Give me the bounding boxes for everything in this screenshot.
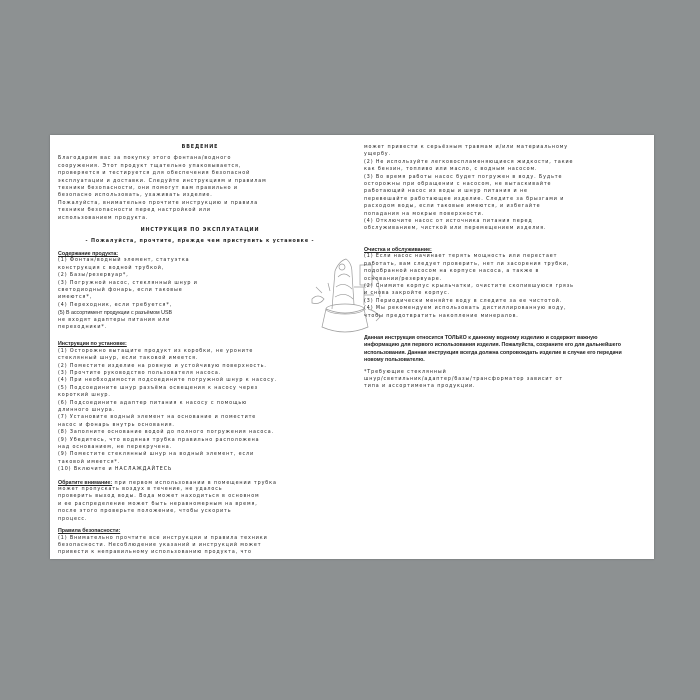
setup-line: (8) Заполните основание водой до полного погружения насоса.: [58, 430, 275, 436]
safety-line: попадания на мокрые поверхности.: [364, 211, 485, 217]
footnote: [364, 370, 646, 391]
contents-line: переходники*.: [58, 324, 108, 330]
setup-line: таковой имеется*.: [58, 459, 121, 465]
care-line: подобранной насосом на корпусе насоса, а также в: [364, 269, 540, 275]
safety-continued: [364, 145, 646, 233]
intro-line: проверяется и тестируется для обеспечения безопасной: [58, 171, 251, 177]
setup-line: (1) Осторожно вытащите продукт из коробки, не уроните: [58, 348, 254, 354]
intro-line: техники безопасности перед настройкой или: [58, 208, 211, 214]
safety-line: безопасности. Несоблюдение указаний и инструкций может: [58, 542, 262, 548]
intro-line: эксплуатации и доставки. Следуйте инструкциям и правилам: [58, 178, 267, 184]
care-title: Очистка и обслуживание:: [364, 246, 432, 253]
attention-line: после этого проверьте положение, чтобы ускорить: [58, 509, 232, 515]
attention-text: при первом использовании в помещении трубка: [114, 480, 277, 486]
notice-line: новому пользователю.: [364, 357, 425, 364]
care-line: (2) Снимите корпус крыльчатки, очистите скопившуюся грязь: [364, 283, 574, 289]
safety-line: осторожны при обращении с насосом, не вытаскивайте: [364, 182, 552, 188]
care-line: чтобы предотвратить накопление минералов.: [364, 313, 519, 319]
care-line: и снова закройте корпус.: [364, 291, 451, 297]
safety-line: (2) Не используйте легковоспламеняющиеся жидкости, такие: [364, 159, 574, 165]
setup-title: Инструкции по установке:: [58, 341, 127, 348]
contents-list: [58, 258, 263, 331]
attention-line: проверить выход воды. Вода может находиться в основном: [58, 494, 260, 500]
setup-line: (5) Подсоедините шнур разъёма освещения к насосу через: [58, 385, 259, 391]
intro-line: техники безопасности, они помогут вам правильно и: [58, 186, 238, 192]
footnote-line: шнур/светильник/адаптер/базы/трансформатор зависит от: [364, 376, 564, 382]
contents-line: имеются*,: [58, 295, 93, 301]
safety-line: (1) Внимательно прочтите все инструкции и правила техники: [58, 535, 268, 541]
important-notice: [364, 335, 646, 364]
intro-line: безопасно использовать, ухаживать изделие.: [58, 193, 213, 199]
safety-line: перевешайте работающее изделие. Следите за брызгами и: [364, 196, 565, 202]
safety-line: работающий насос из воды и шнур питания и не: [364, 189, 528, 195]
contents-line: светодиодный фонарь, если таковые: [58, 287, 183, 293]
setup-line: короткий шнур.: [58, 393, 111, 399]
attention-line: [58, 480, 342, 487]
setup-line: (9) Убедитесь, что водяная трубка правильно расположена: [58, 437, 260, 443]
care-line: (1) Если насос начинает терять мощность или перестает: [364, 254, 558, 260]
setup-line: длинного шнура.: [58, 408, 116, 413]
care-line: работать, вам следует проверить, нет ли засорения трубки,: [364, 261, 570, 267]
notice-line: Данная инструкция относится ТОЛЬКО к данному водному изделию и содержит важную: [364, 334, 598, 341]
setup-line: (9) Поместите стеклянный шнур на водный элемент, если: [58, 452, 255, 458]
setup-line: (10) Включите и НАСЛАЖДАЙТЕСЬ: [58, 467, 173, 473]
attention-block: [58, 480, 342, 523]
safety-list: [58, 536, 342, 557]
setup-line: (7) Установите водный элемент на основание и поместите: [58, 415, 257, 421]
attention-title: Обратите внимание:: [58, 479, 113, 486]
setup-line: (6) Подсоедините адаптер питания к насосу с помощью: [58, 400, 248, 406]
safety-title: Правила безопасности:: [58, 528, 121, 535]
intro-line: Благодарим вас за покупку этого фонтана/водного: [58, 156, 232, 162]
attention-line: и ее распределение может быть неравномерным на время,: [58, 501, 258, 507]
footnote-line: типа и ассортимента продукции.: [364, 384, 476, 390]
safety-line: ущербу.: [364, 152, 391, 158]
care-line: (3) Периодически меняйте воду в следите за ее чистотой.: [364, 298, 563, 304]
setup-line: стеклянный шнур, если таковой имеется.: [58, 356, 199, 362]
safety-line: привести к неправильному использованию продукта, что: [58, 550, 252, 556]
safety-line: (4) Отключите насос от источника питания перед: [364, 219, 533, 225]
care-list: [364, 254, 646, 320]
instruction-sheet: [50, 135, 654, 559]
right-column: [364, 145, 646, 392]
contents-line: конструкция с водной трубкой,: [58, 265, 165, 271]
contents-line: (5) В ассортимент продукции с разъёмом USB: [58, 310, 173, 317]
intro-line: Пожалуйста, внимательно прочтите инструкцию и правила: [58, 200, 259, 206]
notice-line: использования. Данная инструкция всегда должна сопровождать изделие в случае его передачи: [364, 349, 622, 356]
footnote-line: *Требующие стеклянный: [364, 369, 447, 375]
care-line: основании/резервуаре.: [364, 276, 442, 282]
attention-line: процесс.: [58, 516, 88, 522]
contents-line: (1) Фонтан/водный элемент, статуэтка: [58, 258, 190, 264]
left-column: [58, 145, 342, 558]
setup-list: [58, 349, 342, 474]
setup-line: (2) Поместите изделие на ровную и устойчивую поверхность.: [58, 363, 267, 369]
notice-line: информацию для первого использования изделия. Пожалуйста, сохраните его для дальнейшего: [364, 342, 621, 349]
safety-line: (3) Во время работы насос будет погружен в воду. Будьте: [364, 174, 563, 180]
safety-line: как бензин, топливо или масло, с водным насосом.: [364, 167, 538, 173]
safety-line: расходом воды, если таковые имеются, и избегайте: [364, 204, 541, 210]
usage-title: ИНСТРУКЦИЯ ПО ЭКСПЛУАТАЦИИ: [140, 228, 260, 234]
usage-note: - Пожалуйста, прочтите, прежде чем приступить к установке -: [85, 239, 315, 245]
intro-text: [58, 156, 342, 222]
attention-line: может пропускать воздух в течение, не удалось: [58, 487, 223, 493]
setup-line: (3) Прочтите руководство пользователя насоса.: [58, 370, 222, 376]
safety-line: обслуживанием, чисткой или перемещением изделия.: [364, 226, 547, 232]
contents-line: (3) Погружной насос, стеклянный шнур и: [58, 280, 198, 286]
setup-line: насос и фонарь внутрь основания.: [58, 422, 175, 428]
contents-line: (4) Переходник, если требуется*,: [58, 302, 173, 308]
contents-line: (2) Базы/резервуар*,: [58, 273, 129, 279]
setup-line: над основанием, не перекручена.: [58, 445, 172, 451]
setup-line: (4) При необходимости подсоедините погружной шнур к насосу.: [58, 378, 277, 384]
contents-title: Содержание продукта:: [58, 250, 119, 257]
safety-line: может привести к серьёзным травмам и/или материальному: [364, 145, 569, 150]
intro-line: использованием продукта.: [58, 215, 149, 221]
care-line: (4) Мы рекомендуем использовать дистиллированную воду,: [364, 306, 567, 312]
contents-line: не входят адаптеры питания или: [58, 317, 171, 323]
intro-title: ВВЕДЕНИЕ: [181, 145, 219, 150]
intro-line: сооружения. Этот продукт тщательно упаковывается,: [58, 163, 242, 169]
